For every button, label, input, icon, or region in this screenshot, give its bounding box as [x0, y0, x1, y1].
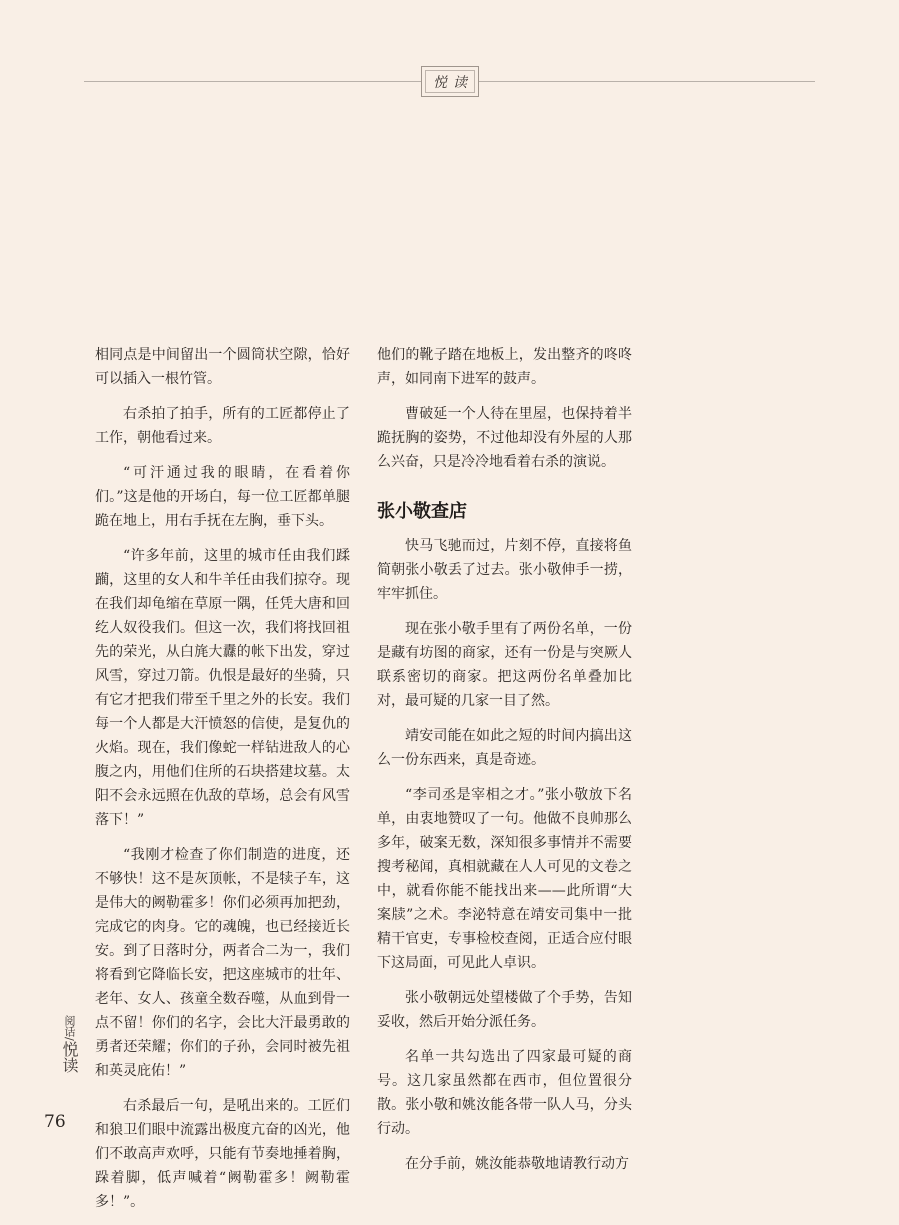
paragraph: “李司丞是宰相之才。”张小敬放下名单，由衷地赞叹了一句。他做不良帅那么多年，破案无数，深知很多事情并不需要搜考秘闻，真相就藏在人人可见的文卷之中，就看你能不能找出来——此所谓“大案牍”之术。李泌特意在靖安司集中一批精干官吏，专事检校查阅，正适合应付眼下这局面，可见此人卓识。 — [377, 787, 632, 971]
section-title: 张小敬查店 — [377, 501, 467, 522]
paragraph: 张小敬朝远处望楼做了个手势，告知妥收，然后开始分派任务。 — [377, 990, 632, 1030]
paragraph: “可汗通过我的眼睛，在看着你们。”这是他的开场白，每一位工匠都单腿跪在地上，用右手抚在左胸，垂下头。 — [95, 465, 350, 529]
paragraph: “许多年前，这里的城市任由我们蹂躏，这里的女人和牛羊任由我们掠夺。现在我们却龟缩在草原一隅，任凭大唐和回纥人奴役我们。但这一次，我们将找回祖先的荣光，从白旄大纛的帐下出发，穿过风雪，穿过刀箭。仇恨是最好的坐骑，只有它才把我们带至千里之外的长安。我们每一个人都是大汗愤怒的信使，是复仇的火焰。现在，我们像蛇一样钻进敌人的心腹之内，用他们住所的石块搭建坟墓。太阳不会永远照在仇敌的草场，总会有风雪落下！” — [95, 548, 350, 828]
side-label-big: 悦读 — [60, 1040, 79, 1073]
header-rule-right — [479, 81, 815, 82]
paragraph: 现在张小敬手里有了两份名单，一份是藏有坊图的商家，还有一份是与突厥人联系密切的商家。把这两份名单叠加比对，最可疑的几家一目了然。 — [377, 621, 632, 709]
paragraph: “我刚才检查了你们制造的进度，还不够快！这不是灰顶帐，不是犊子车，这是伟大的阙勒霍多！你们必须再加把劲，完成它的肉身。它的魂魄，也已经接近长安。到了日落时分，两者合二为一，我们将看到它降临长安，把这座城市的壮年、老年、女人、孩童全数吞噬，从血到骨一点不留！你们的名字，会比大汗最勇敢的勇者还荣耀；你们的子孙，会同时被先祖和英灵庇佑！” — [95, 847, 350, 1079]
page-number: 76 — [44, 1112, 66, 1132]
paragraph: 靖安司能在如此之短的时间内搞出这么一份东西来，真是奇迹。 — [377, 728, 632, 768]
paragraph: 名单一共勾选出了四家最可疑的商号。这几家虽然都在西市，但位置很分散。张小敬和姚汝能各带一队人马，分头行动。 — [377, 1049, 632, 1137]
paragraph: 在分手前，姚汝能恭敬地请教行动方 — [405, 1156, 629, 1172]
paragraph: 曹破延一个人待在里屋，也保持着半跪抚胸的姿势，不过他却没有外屋的人那么兴奋，只是冷冷地看着右杀的演说。 — [377, 406, 632, 470]
header-title: 悦读 — [433, 74, 473, 91]
paragraph: 右杀最后一句，是吼出来的。工匠们和狼卫们眼中流露出极度亢奋的凶光，他们不敢高声欢呼，只能有节奏地捶着胸，跺着脚，低声喊着“阙勒霍多！阙勒霍多！”。 — [95, 1098, 350, 1210]
header-rule-left — [84, 81, 421, 82]
paragraph: 相同点是中间留出一个圆筒状空隙，恰好可以插入一根竹管。 — [95, 347, 350, 387]
side-section-label — [46, 1015, 79, 1073]
left-column — [95, 343, 350, 1225]
paragraph: 他们的靴子踏在地板上，发出整齐的咚咚声，如同南下进军的鼓声。 — [377, 347, 632, 387]
header-title-box — [421, 66, 479, 97]
paragraph: 右杀拍了拍手，所有的工匠都停止了工作，朝他看过来。 — [95, 406, 350, 446]
right-column — [377, 343, 632, 1187]
paragraph: 快马飞驰而过，片刻不停，直接将鱼简朝张小敬丢了过去。张小敬伸手一捞，牢牢抓住。 — [377, 538, 632, 602]
side-label-small: 阅话/ — [63, 1015, 76, 1041]
